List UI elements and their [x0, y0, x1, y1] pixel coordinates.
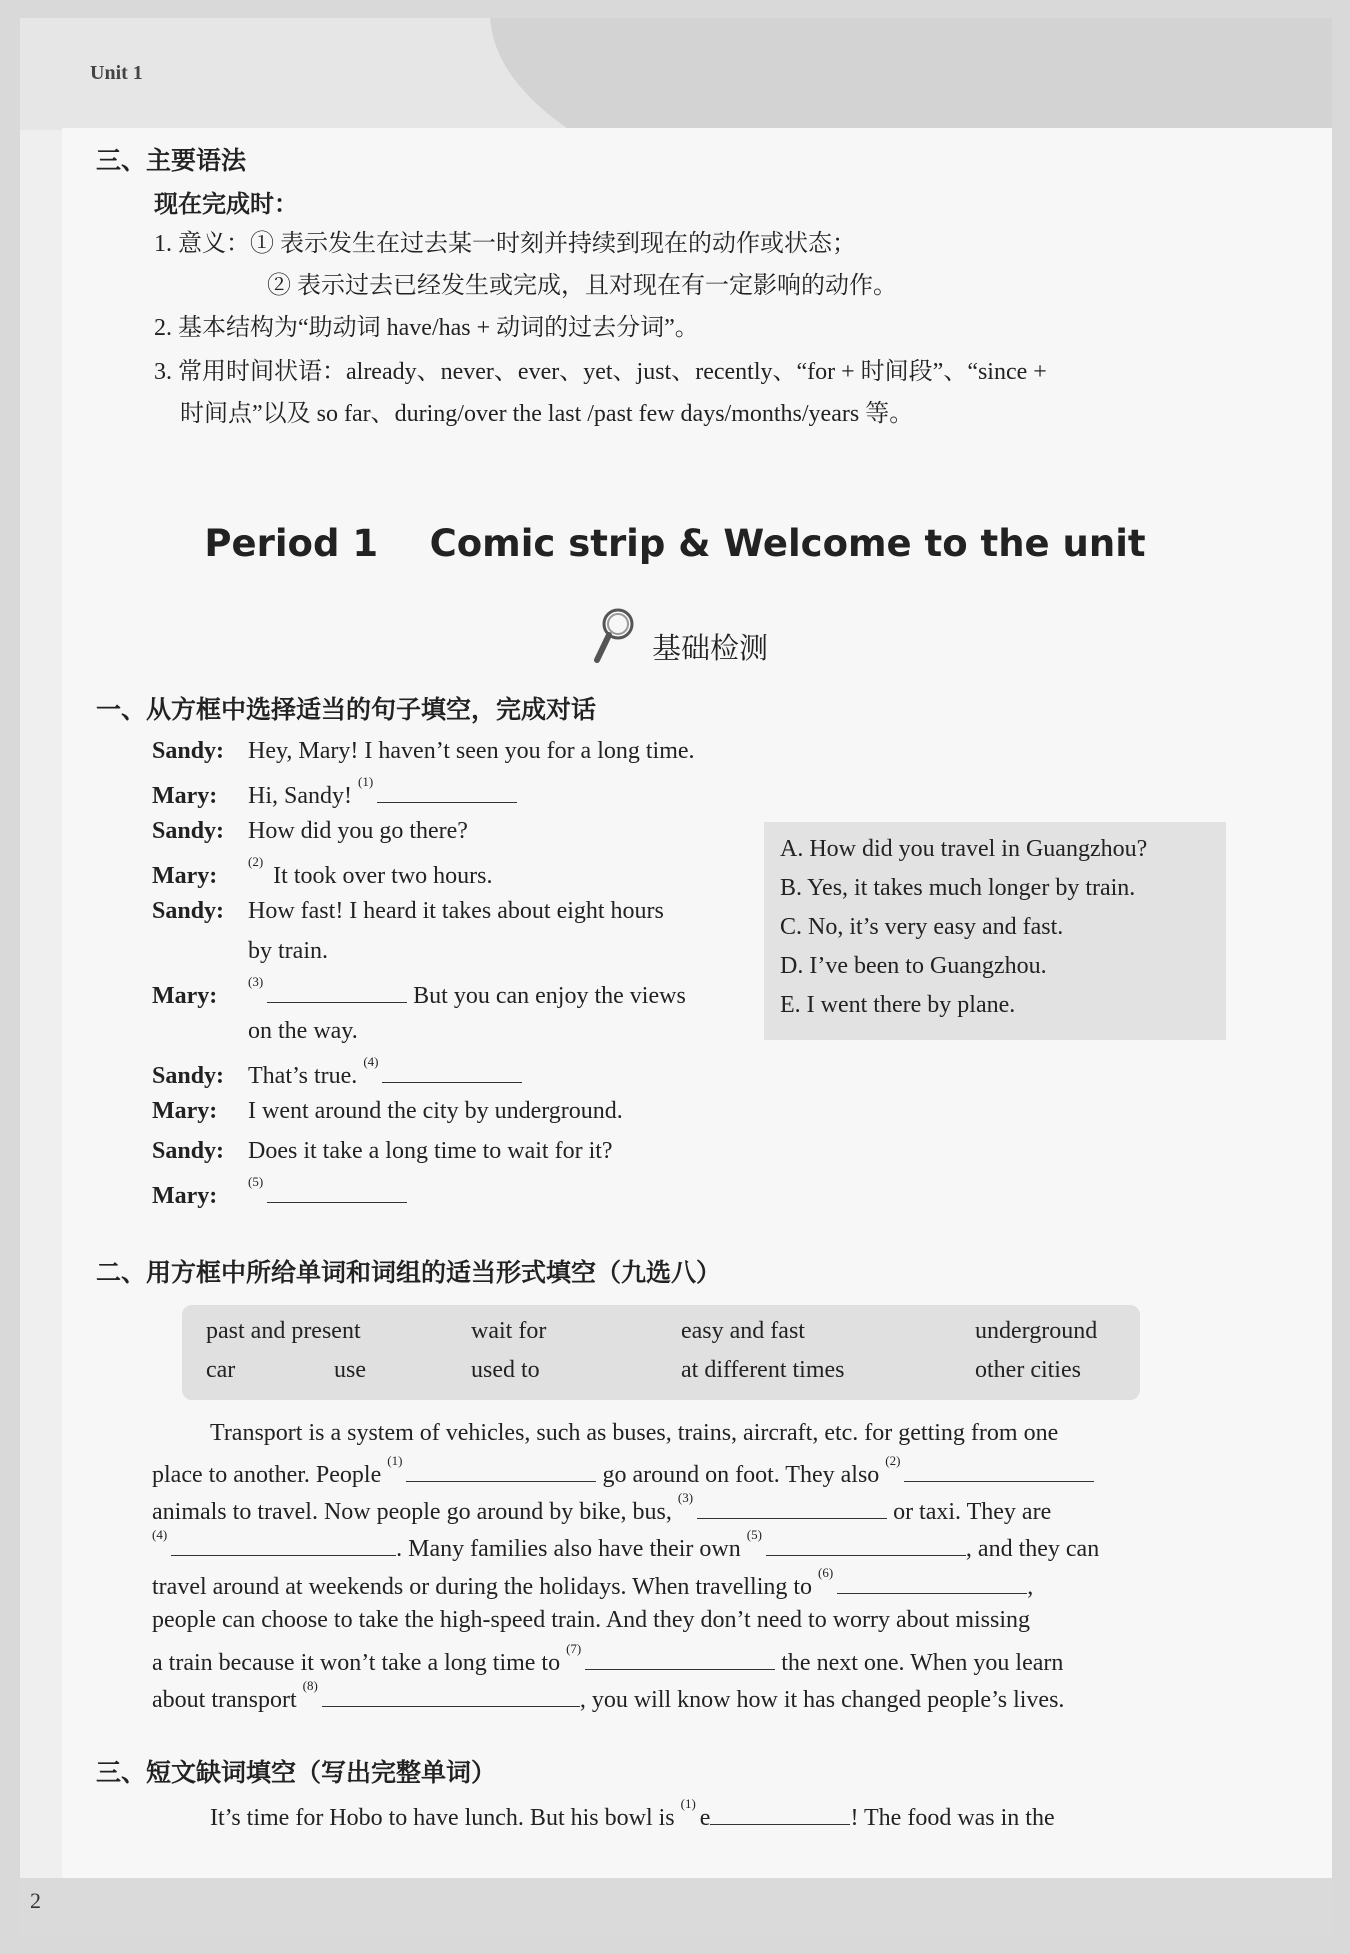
dialogue-text: Hi, Sandy! — [248, 783, 352, 809]
answer-blank[interactable] — [267, 1178, 407, 1203]
passage-line: a train because it won’t take a long time to $^{(7)}$ the next one. When you learn — [152, 1641, 1064, 1676]
dialogue-text: on the way. — [248, 1018, 358, 1044]
passage-line: place to another. People $^{(1)}$ go around on foot. They also $^{(2)}$ — [152, 1457, 1202, 1489]
period-title: Period 1 Comic strip & Welcome to the unit — [204, 522, 1146, 565]
blank-number: (2) — [248, 854, 264, 869]
option-a: A. How did you travel in Guangzhou? — [780, 836, 1148, 862]
part2-title: 二、用方框中所给单词和词组的适当形式填空（九选八） — [96, 1258, 722, 1287]
word-item: other cities — [975, 1357, 1081, 1383]
answer-blank[interactable] — [377, 778, 517, 803]
grammar-section-title: 三、主要语法 — [96, 146, 247, 175]
dialogue-text: Hey, Mary! I haven’t seen you for a long time. — [248, 738, 695, 764]
options-box — [764, 822, 1226, 1040]
speaker-label: Sandy: — [152, 898, 225, 924]
speaker-label: Mary: — [152, 983, 218, 1009]
speaker-label: Mary: — [152, 783, 218, 809]
dialogue-line — [152, 938, 328, 965]
dialogue-text: by train. — [248, 938, 328, 964]
dialogue-line — [152, 1174, 407, 1210]
grammar-line-4: 3. 常用时间状语：already、never、ever、yet、just、recently、“for + 时间段”、“since + — [154, 359, 1047, 385]
dialogue-line — [152, 1138, 613, 1165]
blank-number: (4) — [363, 1054, 379, 1069]
blank-2[interactable] — [904, 1457, 1094, 1482]
blank-part3-1[interactable] — [710, 1800, 850, 1825]
part1-title: 一、从方框中选择适当的句子填空，完成对话 — [96, 695, 597, 724]
word-item: use — [334, 1357, 366, 1383]
speaker-label: Sandy: — [152, 738, 225, 764]
blank-8[interactable] — [322, 1682, 580, 1707]
dialogue-text: How did you go there? — [248, 818, 468, 844]
dialogue-line — [152, 974, 686, 1010]
speaker-label: Sandy: — [152, 1138, 225, 1164]
word-item: used to — [471, 1357, 540, 1383]
grammar-line-2: ② 表示过去已经发生或完成，且对现在有一定影响的动作。 — [267, 273, 897, 299]
grammar-line-3: 2. 基本结构为“助动词 have/has + 动词的过去分词”。 — [154, 315, 699, 341]
answer-blank[interactable] — [382, 1058, 522, 1083]
dialogue-line — [152, 898, 664, 925]
blank-1[interactable] — [406, 1457, 596, 1482]
dialogue-text: I went around the city by underground. — [248, 1098, 623, 1124]
unit-label: Unit 1 — [90, 62, 143, 84]
passage-line: travel around at weekends or during the holidays. When travelling to $^{(6)}$, — [152, 1565, 1034, 1600]
blank-5[interactable] — [766, 1531, 966, 1556]
word-item: wait for — [471, 1318, 547, 1344]
blank-number: (3) — [248, 974, 264, 989]
blank-number: (1) — [358, 774, 374, 789]
speaker-label: Sandy: — [152, 1063, 225, 1089]
passage-line: animals to travel. Now people go around by bike, bus, $^{(3)}$ or taxi. They are — [152, 1490, 1052, 1525]
blank-3[interactable] — [697, 1494, 887, 1519]
dialogue-line — [152, 1054, 522, 1090]
option-e: E. I went there by plane. — [780, 992, 1016, 1018]
passage-line: It’s time for Hobo to have lunch. But his bowl is $^{(1)}$e ! The food was in the — [210, 1796, 1055, 1831]
dialogue-text: It took over two hours. — [273, 863, 493, 889]
magnifier-icon — [592, 606, 638, 666]
word-item: easy and fast — [681, 1318, 805, 1344]
dialogue-line — [152, 774, 517, 810]
grammar-line-5: 时间点”以及 so far、during/over the last /past few days/months/years 等。 — [180, 401, 914, 427]
option-c: C. No, it’s very easy and fast. — [780, 914, 1064, 940]
dialogue-line — [152, 1018, 358, 1045]
part3-title: 三、短文缺词填空（写出完整单词） — [96, 1758, 497, 1787]
word-item: underground — [975, 1318, 1098, 1344]
speaker-label: Mary: — [152, 1183, 218, 1209]
footer-band — [20, 1878, 1332, 1936]
dialogue-text: That’s true. — [248, 1063, 358, 1089]
passage-line: Transport is a system of vehicles, such as buses, trains, aircraft, etc. for getting from one — [210, 1420, 1059, 1446]
option-d: D. I’ve been to Guangzhou. — [780, 953, 1047, 979]
word-item: at different times — [681, 1357, 845, 1383]
word-box — [182, 1305, 1140, 1400]
speaker-label: Mary: — [152, 863, 218, 889]
word-item: past and present — [206, 1318, 361, 1344]
grammar-line-1: 1. 意义：① 表示发生在过去某一时刻并持续到现在的动作或状态； — [154, 231, 856, 257]
blank-4[interactable] — [171, 1531, 396, 1556]
answer-blank[interactable] — [267, 978, 407, 1003]
dialogue-line — [152, 854, 493, 890]
blank-number: (5) — [248, 1174, 264, 1189]
grammar-topic: 现在完成时： — [154, 190, 298, 218]
speaker-label: Sandy: — [152, 818, 225, 844]
dialogue-line — [152, 738, 695, 765]
basic-check-label: 基础检测 — [652, 631, 769, 665]
option-b: B. Yes, it takes much longer by train. — [780, 875, 1136, 901]
dialogue-text: Does it take a long time to wait for it? — [248, 1138, 613, 1164]
page-number: 2 — [30, 1888, 41, 1913]
passage-line: people can choose to take the high-speed train. And they don’t need to worry about missing — [152, 1607, 1031, 1633]
dialogue-text: How fast! I heard it takes about eight hours — [248, 898, 664, 924]
passage-line: about transport $^{(8)}$, you will know how it has changed people’s lives. — [152, 1678, 1065, 1713]
speaker-label: Mary: — [152, 1098, 218, 1124]
dialogue-line — [152, 1098, 623, 1125]
dialogue-line — [152, 818, 468, 845]
dialogue-text: But you can enjoy the views — [413, 983, 686, 1009]
blank-7[interactable] — [585, 1645, 775, 1670]
passage-line: $^{(4)}$. Many families also have their own $^{(5)}$, and they can — [152, 1527, 1100, 1562]
blank-6[interactable] — [837, 1569, 1027, 1594]
word-item: car — [206, 1357, 236, 1383]
